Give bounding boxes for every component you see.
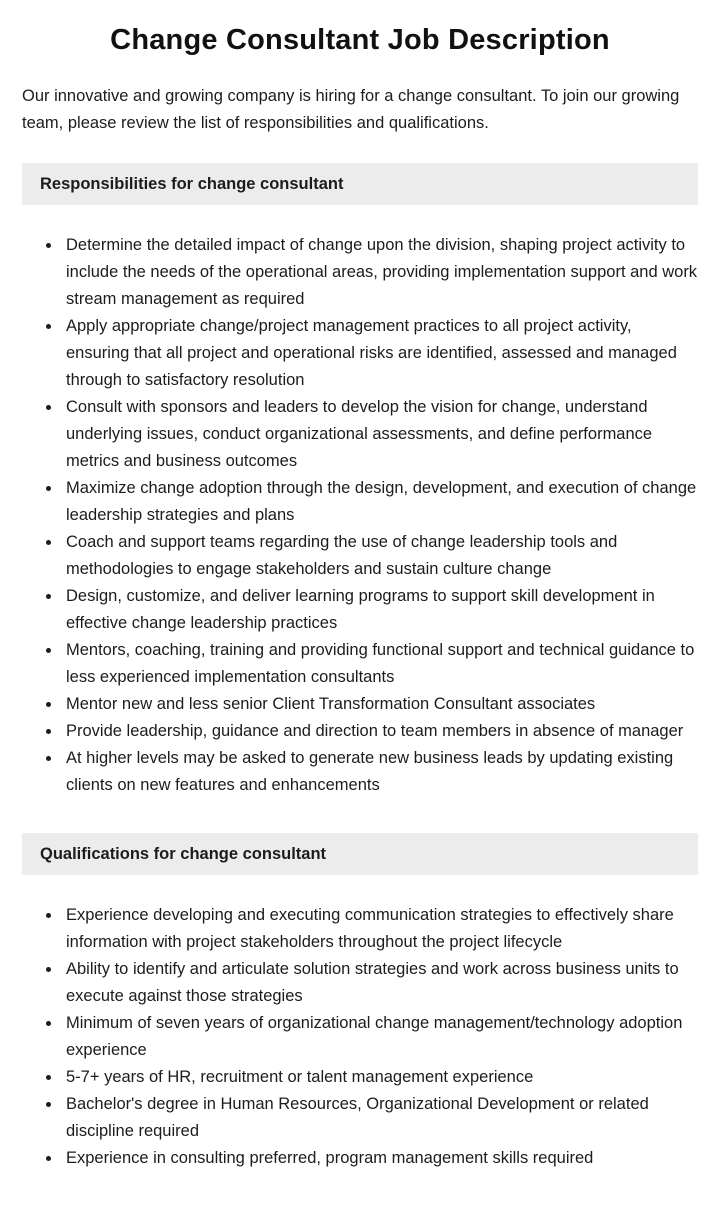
list-item: Apply appropriate change/project management practices to all project activity, ensuring that all project and operational risks are identified, assessed and managed through to satisfactory resolution — [66, 313, 698, 394]
list-item: Maximize change adoption through the design, development, and execution of change leadership strategies and plans — [66, 475, 698, 529]
page-title: Change Consultant Job Description — [110, 24, 610, 56]
list-item: Mentors, coaching, training and providing functional support and technical guidance to less experienced implementation consultants — [66, 637, 698, 691]
qualifications-section-header — [22, 833, 698, 875]
list-item: At higher levels may be asked to generate new business leads by updating existing clients on new features and enhancements — [66, 745, 698, 799]
list-item: Determine the detailed impact of change upon the division, shaping project activity to include the needs of the operational areas, providing implementation support and work stream management as required — [66, 232, 698, 313]
list-item: 5-7+ years of HR, recruitment or talent management experience — [66, 1064, 698, 1091]
list-item: Provide leadership, guidance and direction to team members in absence of manager — [66, 718, 698, 745]
qualifications-heading-label: Qualifications for change consultant — [40, 845, 327, 863]
intro-paragraph: Our innovative and growing company is hiring for a change consultant. To join our growing team, please review the list of responsibilities and qualifications. — [22, 87, 680, 132]
list-item: Consult with sponsors and leaders to develop the vision for change, understand underlying issues, conduct organizational assessments, and define performance metrics and business outcomes — [66, 394, 698, 475]
list-item: Minimum of seven years of organizational change management/technology adoption experience — [66, 1010, 698, 1064]
list-item: Experience developing and executing communication strategies to effectively share information with project stakeholders throughout the project lifecycle — [66, 902, 698, 956]
list-item: Coach and support teams regarding the use of change leadership tools and methodologies to engage stakeholders and sustain culture change — [66, 529, 698, 583]
list-item: Design, customize, and deliver learning programs to support skill development in effective change leadership practices — [66, 583, 698, 637]
qualifications-list — [22, 902, 698, 1172]
responsibilities-heading-label: Responsibilities for change consultant — [40, 175, 344, 193]
responsibilities-list — [22, 232, 698, 799]
list-item: Bachelor's degree in Human Resources, Organizational Development or related discipline required — [66, 1091, 698, 1145]
list-item: Ability to identify and articulate solution strategies and work across business units to execute against those strategies — [66, 956, 698, 1010]
list-item: Experience in consulting preferred, program management skills required — [66, 1145, 698, 1172]
responsibilities-section-header — [22, 163, 698, 205]
list-item: Mentor new and less senior Client Transformation Consultant associates — [66, 691, 698, 718]
